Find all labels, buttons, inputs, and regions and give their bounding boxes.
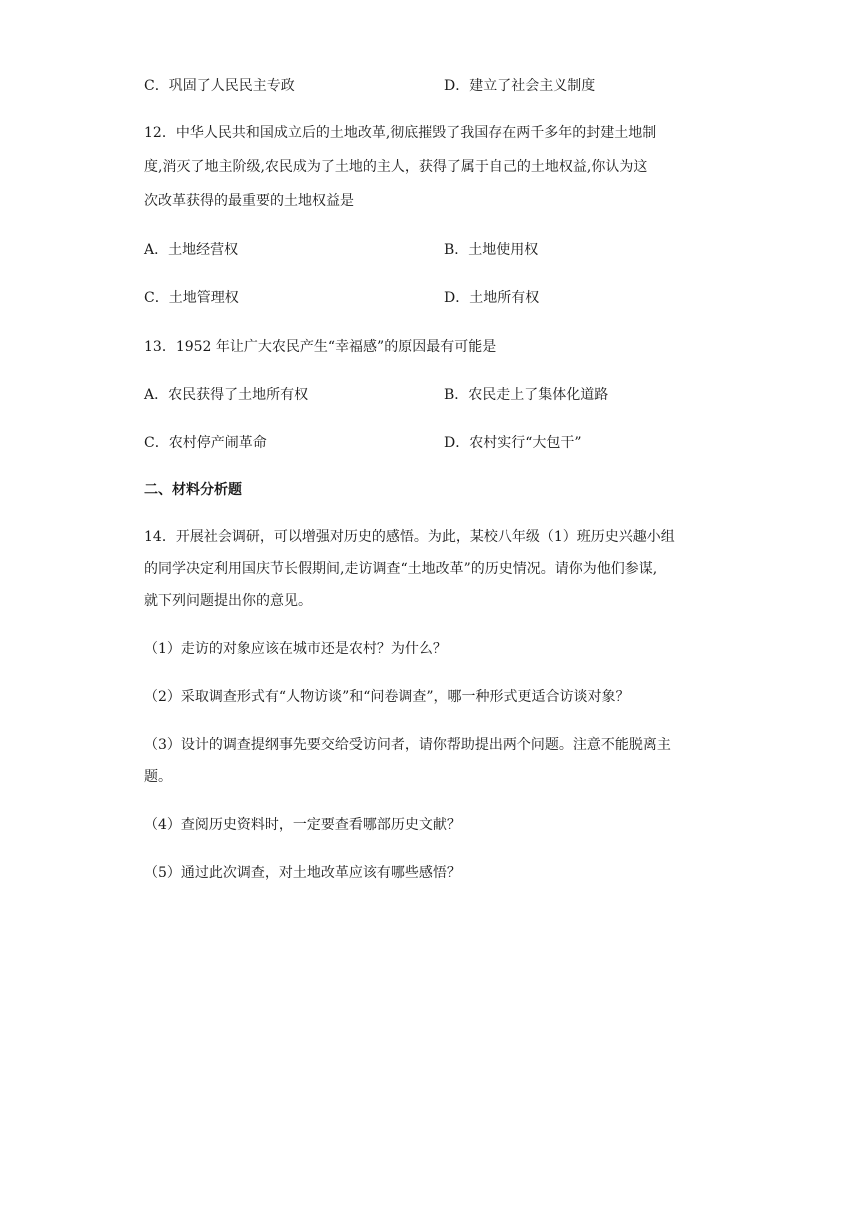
q12-option-d: D．土地所有权 (444, 290, 540, 306)
q11-option-c: C．巩固了人民民主专政 (144, 78, 295, 94)
q14-sub5: （5）通过此次调查，对土地改革应该有哪些感悟？ (144, 865, 461, 881)
section-heading: 二、材料分析题 (144, 482, 242, 498)
q13-option-a: A．农民获得了土地所有权 (144, 387, 309, 403)
q11-option-d: D．建立了社会主义制度 (444, 78, 596, 94)
q14-sub4: （4）查阅历史资料时，一定要查看哪部历史文献？ (144, 817, 461, 833)
q12-option-a: A．土地经营权 (144, 242, 239, 258)
q12-stem-line2: 度,消灭了地主阶级,农民成为了土地的主人，获得了属于自己的土地权益,你认为这 (144, 159, 648, 175)
q14-sub3-line2: 题。 (144, 769, 172, 785)
q12-option-b: B．土地使用权 (444, 242, 539, 258)
q14-sub1: （1）走访的对象应该在城市还是农村？为什么？ (144, 641, 447, 657)
q14-sub3-line1: （3）设计的调查提纲事先要交给受访问者，请你帮助提出两个问题。注意不能脱离主 (144, 737, 671, 753)
q12-stem-line3: 次改革获得的最重要的土地权益是 (144, 193, 354, 209)
q13-option-c: C．农村停产闹革命 (144, 435, 267, 451)
q14-stem-line2: 的同学决定利用国庆节长假期间,走访调查“土地改革”的历史情况。请你为他们参谋, (144, 561, 658, 577)
q12-stem-line1: 12．中华人民共和国成立后的土地改革,彻底摧毁了我国存在两千多年的封建土地制 (144, 125, 657, 141)
q12-option-c: C．土地管理权 (144, 290, 239, 306)
q14-stem-line1: 14．开展社会调研，可以增强对历史的感悟。为此，某校八年级（1）班历史兴趣小组 (144, 529, 675, 545)
q13-stem: 13．1952 年让广大农民产生“幸福感”的原因最有可能是 (144, 339, 497, 355)
q14-sub2: （2）采取调查形式有“人物访谈”和“问卷调查”，哪一种形式更适合访谈对象？ (144, 689, 630, 705)
q13-option-b: B．农民走上了集体化道路 (444, 387, 609, 403)
q13-option-d: D．农村实行“大包干” (444, 435, 582, 451)
q14-stem-line3: 就下列问题提出你的意见。 (144, 593, 312, 609)
